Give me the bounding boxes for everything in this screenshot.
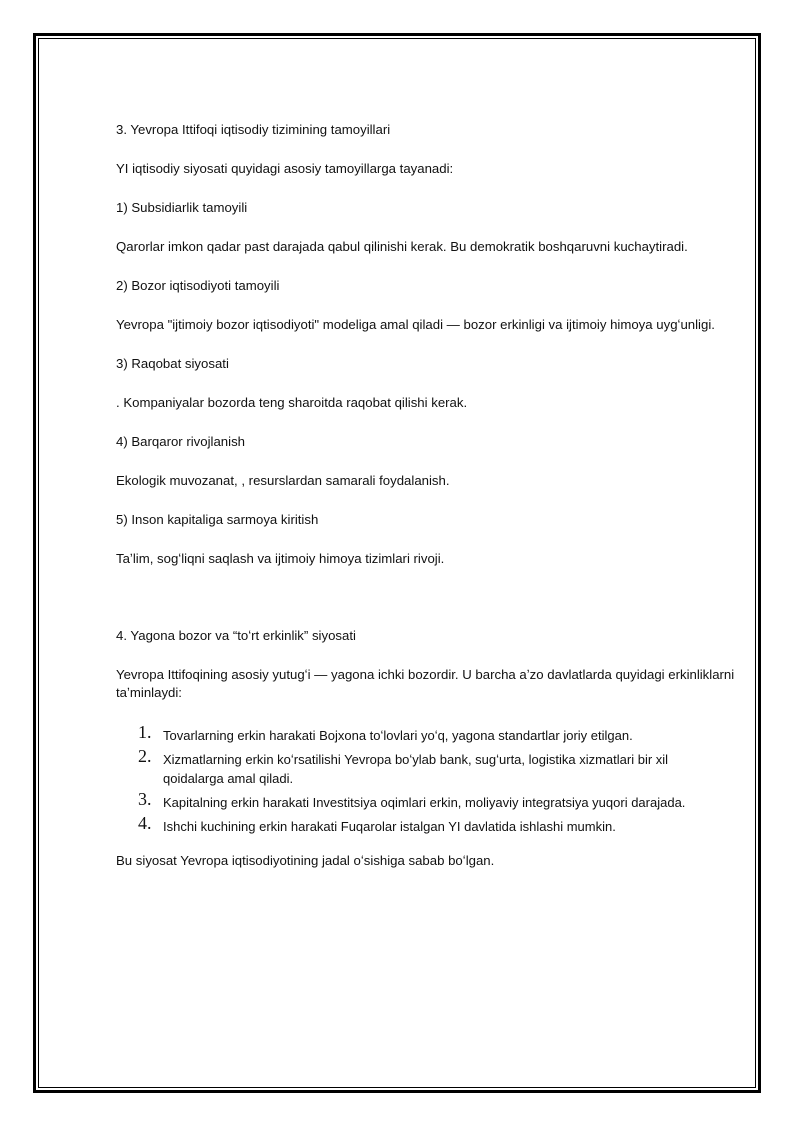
section3-intro: YI iqtisodiy siyosati quyidagi asosiy tamoyillarga tayanadi:	[116, 161, 454, 176]
principle-2-text: Yevropa "ijtimoiy bozor iqtisodiyoti" modeliga amal qiladi — bozor erkinligi va ijtimoiy himoya uygʻunligi.	[116, 317, 715, 332]
list-item	[116, 789, 746, 812]
section4-heading: 4. Yagona bozor va “toʻrt erkinlik” siyosati	[116, 628, 356, 643]
principle-1-title: 1) Subsidiarlik tamoyili	[116, 200, 248, 215]
document-body	[116, 121, 746, 870]
section4-intro: Yevropa Ittifoqining asosiy yutugʻi — yagona ichki bozordir. U barcha aʼzo davlatlarda quyidagi erkinliklarni taʼminlaydi:	[116, 667, 735, 700]
list-item-text: Ishchi kuchining erkin harakati Fuqarolar istalgan YI davlatida ishlashi mumkin.	[163, 819, 616, 834]
principle-4-title: 4) Barqaror rivojlanish	[116, 434, 245, 449]
list-item-text: Tovarlarning erkin harakati Bojxona toʻlovlari yoʻq, yagona standartlar joriy etilgan.	[163, 728, 633, 743]
list-item-text: Xizmatlarning erkin koʻrsatilishi Yevropa boʻylab bank, sugʻurta, logistika xizmatlari bir xil qoidalarga amal qiladi.	[163, 752, 669, 786]
principle-4-text: Ekologik muvozanat, , resurslardan samarali foydalanish.	[116, 473, 450, 488]
principle-1-text: Qarorlar imkon qadar past darajada qabul qilinishi kerak. Bu demokratik boshqaruvni kuchaytiradi.	[116, 239, 688, 254]
freedoms-list	[116, 722, 746, 836]
list-item	[116, 746, 746, 788]
principle-3-text: . Kompaniyalar bozorda teng sharoitda raqobat qilishi kerak.	[116, 395, 468, 410]
principle-3-title: 3) Raqobat siyosati	[116, 356, 229, 371]
list-item-number: 3.	[138, 789, 152, 809]
list-item-number: 4.	[138, 813, 152, 833]
list-item-number: 2.	[138, 746, 152, 766]
list-item	[116, 813, 746, 836]
principle-5-title: 5) Inson kapitaliga sarmoya kiritish	[116, 512, 319, 527]
list-item-text: Kapitalning erkin harakati Investitsiya oqimlari erkin, moliyaviy integratsiya yuqori darajada.	[163, 795, 686, 810]
section4-closing: Bu siyosat Yevropa iqtisodiyotining jadal oʻsishiga sabab boʻlgan.	[116, 853, 495, 868]
principle-2-title: 2) Bozor iqtisodiyoti tamoyili	[116, 278, 280, 293]
principle-5-text: Taʼlim, sogʻliqni saqlash va ijtimoiy himoya tizimlari rivoji.	[116, 551, 445, 566]
list-item-number: 1.	[138, 722, 152, 742]
list-item	[116, 722, 746, 745]
section3-heading: 3. Yevropa Ittifoqi iqtisodiy tizimining tamoyillari	[116, 122, 391, 137]
